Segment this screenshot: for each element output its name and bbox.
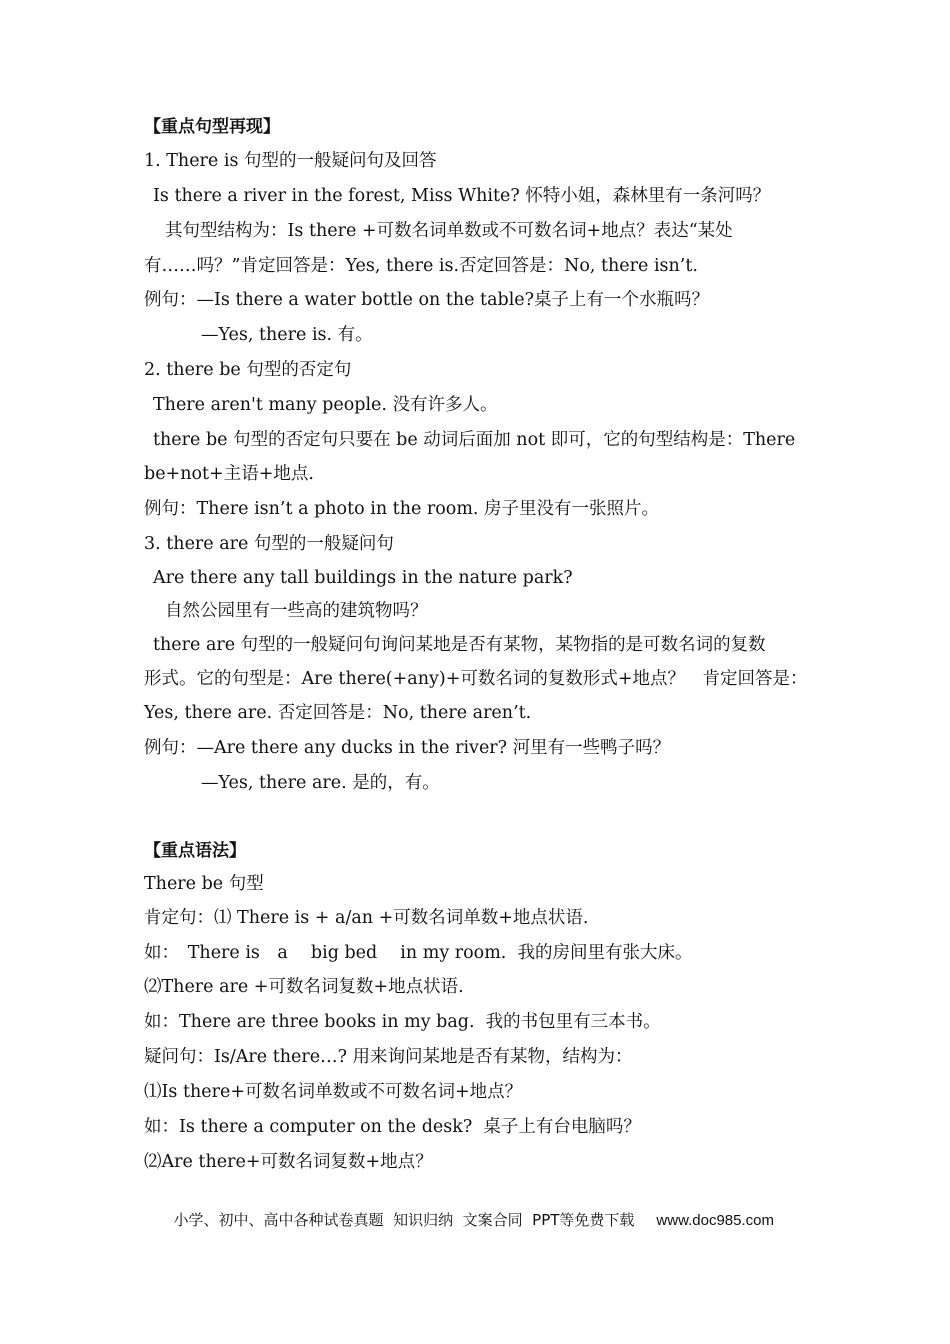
section2-heading: 【重点语法】: [144, 841, 246, 861]
text-line: there be 句型的否定句只要在 be 动词后面加 not 即可，它的句型结构是：There: [153, 430, 796, 450]
text-line: There be 句型: [144, 874, 264, 894]
text-line: 如： There is a big bed in my room. 我的房间里有张大床。: [144, 943, 693, 963]
text-line: 2. there be 句型的否定句: [144, 360, 352, 380]
text-line: 1. There is 句型的一般疑问句及回答: [144, 151, 437, 171]
text-line: 例句：—Are there any ducks in the river? 河里有一些鸭子吗？: [144, 738, 671, 758]
text-line: 疑问句：Is/Are there…? 用来询问某地是否有某物，结构为：: [144, 1047, 633, 1067]
text-line: 自然公园里有一些高的建筑物吗？: [165, 601, 428, 621]
text-line: Is there a river in the forest, Miss White? 怀特小姐，森林里有一条河吗？: [153, 186, 771, 206]
text-line: 形式。它的句型是：Are there(+any)+可数名词的复数形式+地点？ 肯定回答是：: [144, 669, 808, 689]
footer-text: 小学、初中、高中各种试卷真题 知识归纳 文案合同 PPT等免费下载: [173, 1211, 635, 1229]
text-line: 例句：There isn’t a photo in the room. 房子里没有一张照片。: [144, 499, 660, 519]
footer: [164, 1190, 774, 1231]
text-line: Yes, there are. 否定回答是：No, there aren’t.: [144, 703, 532, 723]
text-line: 如：There are three books in my bag. 我的书包里有三本书。: [144, 1012, 661, 1032]
text-line: 肯定句：⑴ There is + a/an +可数名词单数+地点状语.: [144, 908, 589, 928]
text-line: There aren't many people. 没有许多人。: [153, 395, 498, 415]
section1-heading: 【重点句型再现】: [144, 117, 280, 137]
footer-url[interactable]: www.doc985.com: [656, 1212, 774, 1229]
text-line: 3. there are 句型的一般疑问句: [144, 534, 394, 554]
text-line: ⑵There are +可数名词复数+地点状语.: [144, 977, 464, 997]
text-line: Are there any tall buildings in the nature park?: [153, 568, 573, 588]
text-line: ⑴Is there+可数名词单数或不可数名词+地点？: [144, 1082, 523, 1102]
text-line: 如：Is there a computer on the desk? 桌子上有台电脑吗？: [144, 1117, 641, 1137]
text-line: —Yes, there is. 有。: [201, 325, 373, 345]
text-line: be+not+主语+地点.: [144, 464, 314, 484]
text-line: 其句型结构为：Is there +可数名词单数或不可数名词+地点？表达“某处: [165, 221, 733, 241]
text-line: there are 句型的一般疑问句询问某地是否有某物，某物指的是可数名词的复数: [153, 635, 766, 655]
text-line: 有……吗？”肯定回答是：Yes, there is.否定回答是：No, there isn’t.: [144, 256, 698, 276]
text-line: 例句：—Is there a water bottle on the table?桌子上有一个水瓶吗？: [144, 290, 710, 310]
text-line: ⑵Are there+可数名词复数+地点？: [144, 1152, 433, 1172]
text-line: —Yes, there are. 是的，有。: [201, 773, 440, 793]
